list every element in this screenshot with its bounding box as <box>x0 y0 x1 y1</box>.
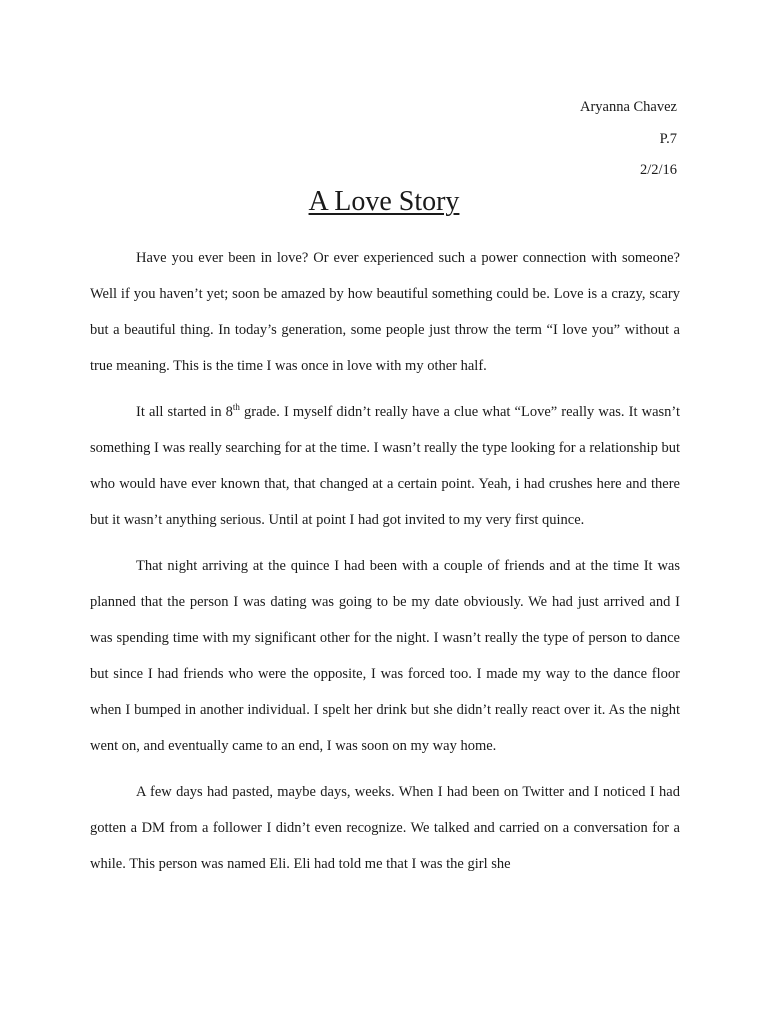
paragraph-2-after: grade. I myself didn’t really have a clue what “Love” really was. It wasn’t something I was really searching for at the time. I wasn’t really the type looking for a relationship but who would have ever known that, that changed at a certain point. Yeah, i had crushes here and there but it wasn’t anything serious. Until at point I had got invited to my very first quince. <box>90 404 681 528</box>
document-header <box>580 92 677 187</box>
paragraph-2 <box>90 394 680 538</box>
paragraph-2-before: It all started in 8 <box>136 404 233 420</box>
paragraph-3: That night arriving at the quince I had been with a couple of friends and at the time It was planned that the person I was dating was going to be my date obviously. We had just arrived and I was spending time with my significant other for the night. I wasn’t really the type of person to dance but since I had friends who were the opposite, I was forced too. I made my way to the dance floor when I bumped in another individual. I spelt her drink but she didn’t really react over it. As the night went on, and eventually came to an end, I was soon on my way home. <box>90 558 680 754</box>
paragraph-1: Have you ever been in love? Or ever experienced such a power connection with someone? Well if you haven’t yet; soon be amazed by how beautiful something could be. Love is a crazy, scary but a beautiful thing. In today’s generation, some people just throw the term “I love you” without a true meaning. This is the time I was once in love with my other half. <box>90 250 680 374</box>
ordinal-superscript: th <box>232 402 240 413</box>
class-period: P.7 <box>659 130 677 147</box>
paragraph-4: A few days had pasted, maybe days, weeks. When I had been on Twitter and I noticed I had gotten a DM from a follower I didn’t even recognize. We talked and carried on a conversation for a while. This person was named Eli. Eli had told me that I was the girl she <box>90 784 680 872</box>
document-body <box>90 240 680 892</box>
document-title: A Love Story <box>308 186 460 217</box>
author-name: Aryanna Chavez <box>579 99 677 115</box>
document-date: 2/2/16 <box>639 162 677 178</box>
